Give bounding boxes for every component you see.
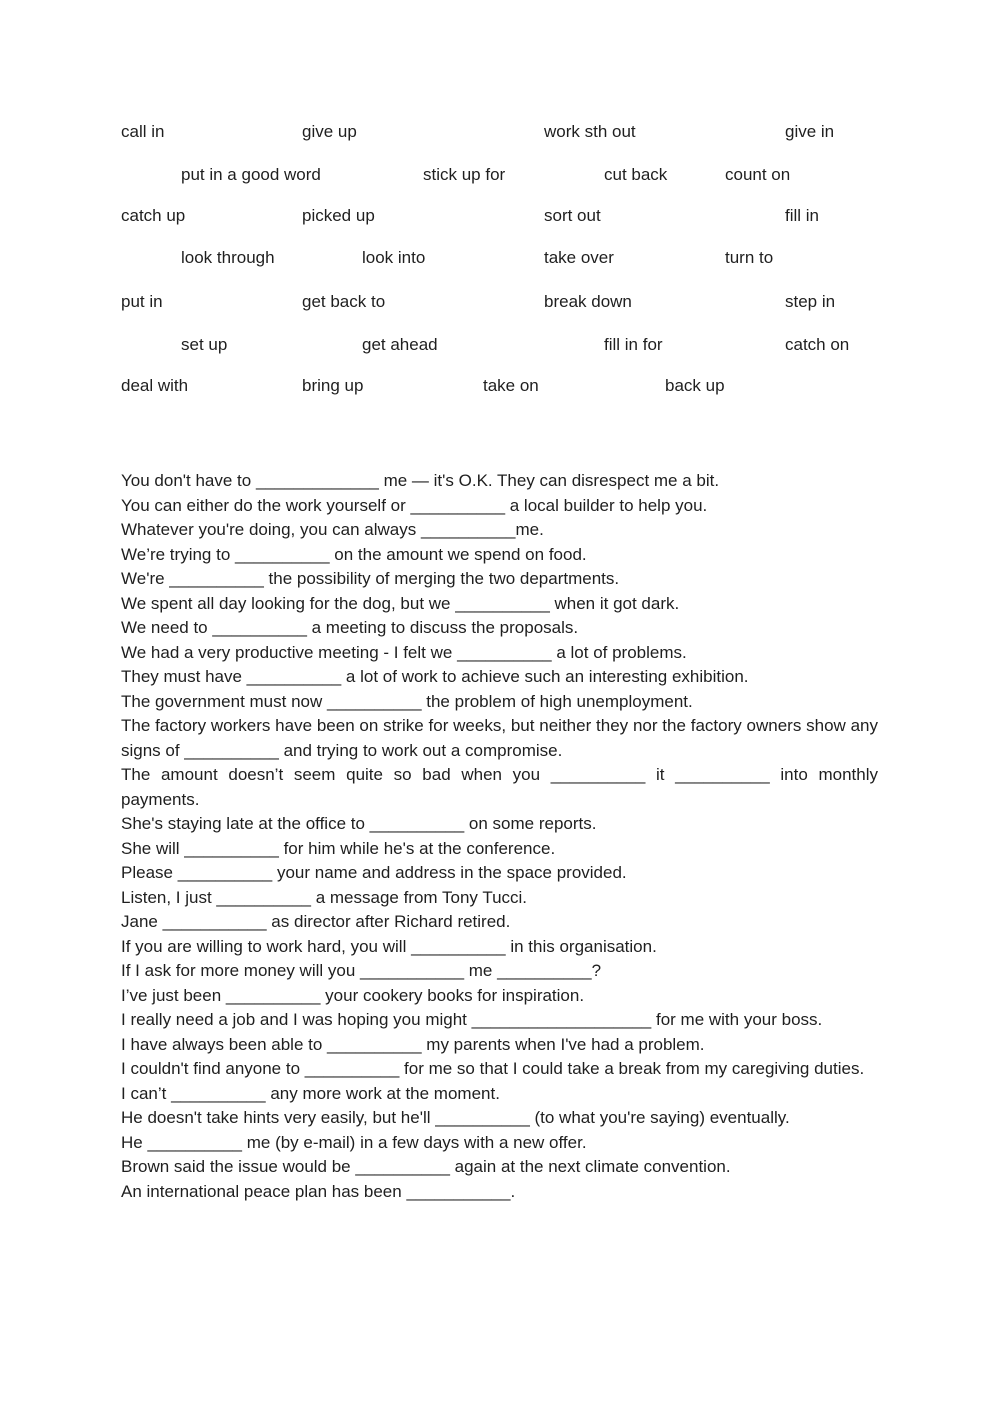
sentence-item: They must have __________ a lot of work to achieve such an interesting exhibition. [121,667,749,686]
sentence-item: I have always been able to __________ my parents when I've had a problem. [121,1034,705,1054]
sentence-item: An international peace plan has been ___________. [121,1181,516,1201]
sentence-item: She will __________ for him while he's at the conference. [121,838,556,858]
sentence-item: Please __________ your name and address in the space provided. [121,863,627,882]
word-bank-item[interactable]: take on [483,376,539,395]
sentence-item: You can either do the work yourself or __________ a local builder to help you. [121,495,708,515]
sentence-item: I really need a job and I was hoping you might ___________________ for me with your boss. [121,1010,823,1029]
sentence-item: She's staying late at the office to __________ on some reports. [121,814,597,833]
word-bank-item[interactable]: turn to [725,248,774,267]
word-bank-item[interactable]: deal with [121,376,189,395]
word-bank-item[interactable]: count on [725,165,791,184]
word-bank-item[interactable]: put in a good word [181,165,321,184]
sentence-item: We spent all day looking for the dog, but we __________ when it got dark. [121,593,680,613]
word-bank-item[interactable]: put in [121,292,163,311]
sentence-item: The amount doesn’t seem quite so bad when you __________ it __________ into monthly payments. [121,765,878,809]
sentence-item: Brown said the issue would be __________ again at the next climate convention. [121,1157,731,1176]
word-bank-item[interactable]: give in [785,122,835,141]
word-bank-item[interactable]: work sth out [544,122,636,141]
sentence-item: We had a very productive meeting - I felt we __________ a lot of problems. [121,642,687,662]
word-bank-item[interactable]: catch up [121,206,186,225]
sentence-item: Jane ___________ as director after Richard retired. [121,912,511,931]
sentence-item: I can’t __________ any more work at the moment. [121,1083,500,1103]
sentence-item: Listen, I just __________ a message from Tony Tucci. [121,887,528,907]
word-bank-item[interactable]: fill in [785,206,820,225]
word-bank-item[interactable]: call in [121,122,165,141]
word-bank-item[interactable]: back up [665,376,725,395]
sentence-item: I couldn't find anyone to __________ for me so that I could take a break from my caregiving duties. [121,1059,865,1078]
word-bank-item[interactable]: fill in for [604,335,663,354]
sentence-item: We're __________ the possibility of merging the two departments. [121,569,620,588]
sentence-item: If I ask for more money will you ___________ me __________? [121,961,602,980]
sentence-item: The government must now __________ the problem of high unemployment. [121,691,693,711]
word-bank-item[interactable]: picked up [302,206,375,225]
word-bank-item[interactable]: cut back [604,165,668,184]
sentence-item: He __________ me (by e-mail) in a few days with a new offer. [121,1132,587,1152]
word-bank-item[interactable]: look into [362,248,426,267]
word-bank-item[interactable]: catch on [785,335,850,354]
word-bank-item[interactable]: set up [181,335,228,354]
word-bank-item[interactable]: step in [785,292,836,311]
sentence-list [121,469,878,1204]
sentence-item: We need to __________ a meeting to discuss the proposals. [121,618,579,637]
sentence-item: I’ve just been __________ your cookery books for inspiration. [121,985,585,1005]
word-bank-item[interactable]: break down [544,292,632,311]
word-bank-item[interactable]: give up [302,122,357,141]
word-bank-item[interactable]: look through [181,248,275,267]
word-bank-item[interactable]: get ahead [362,335,438,354]
sentence-item: You don't have to _____________ me — it's O.K. They can disrespect me a bit. [121,471,720,490]
word-bank-item[interactable]: take over [544,248,614,267]
sentence-item: He doesn't take hints very easily, but he'll __________ (to what you're saying) eventually. [121,1108,790,1127]
sentence-item: If you are willing to work hard, you will __________ in this organisation. [121,936,657,956]
sentence-item: Whatever you're doing, you can always __________me. [121,520,544,539]
word-bank-item[interactable]: sort out [544,206,601,225]
sentence-item: The factory workers have been on strike for weeks, but neither they nor the factory owners show any signs of __________ and trying to work out a compromise. [121,716,878,760]
word-bank-item[interactable]: bring up [302,376,364,395]
word-bank-item[interactable]: get back to [302,292,386,311]
sentence-item: We’re trying to __________ on the amount we spend on food. [121,544,587,564]
word-bank-item[interactable]: stick up for [423,165,506,184]
